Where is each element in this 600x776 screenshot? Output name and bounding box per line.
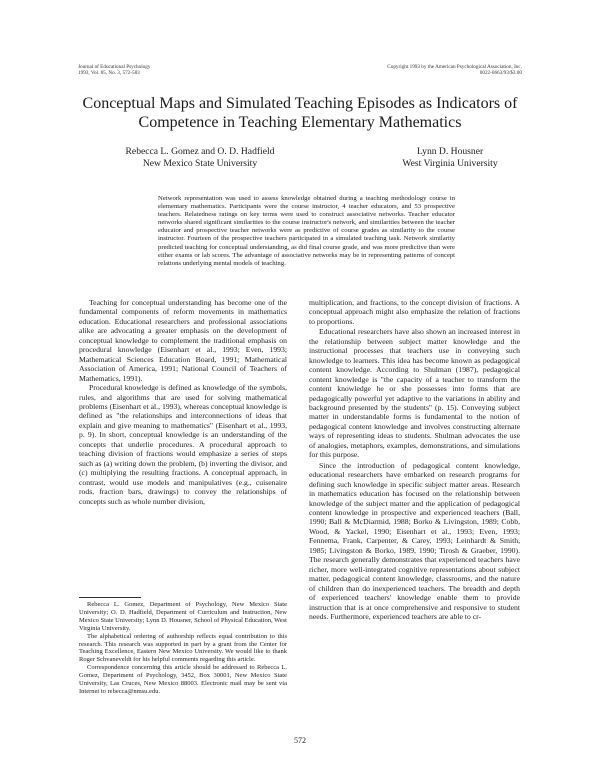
journal-header: [78, 64, 150, 77]
copyright-notice: Copyright 1993 by the American Psychological Association, Inc.: [387, 64, 522, 70]
page-number: 572: [294, 736, 306, 745]
footnote-affiliations: Rebecca L. Gomez, Department of Psychology, New Mexico State University; O. D. Hadfield, Department of Curriculum and Instruction, New Mexico State University; Lynn D. Housner, School of Physical Education, West Virginia University.: [79, 601, 287, 632]
author-affiliation: New Mexico State University: [142, 158, 258, 169]
body-paragraph: multiplication, and fractions, to the concept division of fractions. A conceptual approach might also emphasize the relation of fractions to proportions.: [309, 298, 520, 326]
journal-volume: 1993, Vol. 85, No. 3, 572-583: [78, 70, 140, 77]
footnote-acknowledgment: The alphabetical ordering of authorship reflects equal contribution to this research. This research was supported in part by a grant from the Center for Teaching Excellence, Eastern New Mexico University. We would like to thank Roger Schvaneveldt for his helpful comments regarding this article.: [79, 632, 287, 664]
paper-title: [60, 94, 540, 132]
body-column-right: [309, 298, 520, 621]
title-line-1: Conceptual Maps and Simulated Teaching Episodes as Indicators of: [82, 95, 518, 112]
footnote-divider: [79, 597, 141, 598]
author-block-left: [90, 146, 310, 170]
body-paragraph: Teaching for conceptual understanding has become one of the fundamental components of reform movements in mathematics education. Educational researchers and professional associations alike are advocating a greater emphasis on the development of conceptual knowledge to complement the traditional emphasis on procedural knowledge (Eisenhart et al., 1993; Even, 1993; Mathematical Sciences Education Board, 1991; Mathematical Association of America, 1991; National Council of Teachers of Mathematics, 1991).: [79, 298, 287, 383]
author-names: Rebecca L. Gomez and O. D. Hadfield: [125, 146, 275, 157]
body-paragraph: Educational researchers have also shown an increased interest in the relationship between subject matter knowledge and the instructional processes that teachers use in conveying such knowledge to learners. This idea has become known as pedagogical content knowledge. According to Shulman (1987), pedagogical content knowledge is "the capacity of a teacher to transform the content knowledge he or she possesses into forms that are pedagogically powerful yet adaptive to the variations in ability and background presented by the students" (p. 15). Conveying subject matter in understandable forms is fundamental to the notion of pedagogical content knowledge and involves constructing alternate ways of representing ideas to students. Shulman advocates the use of analogies, metaphors, examples, demonstrations, and simulations for this purpose.: [309, 327, 520, 460]
copyright-header: [387, 64, 522, 77]
body-column-left: [79, 298, 287, 506]
footnote-correspondence: Correspondence concerning this article should be addressed to Rebecca L. Gomez, Department of Psychology, 3452, Box 30001, New Mexico State University, Las Cruces, New Mexico 88003. Electronic mail may be sent via Internet to rebecca@nmsu.edu.: [79, 664, 287, 695]
author-block-right: [360, 146, 540, 170]
body-paragraph: Procedural knowledge is defined as knowledge of the symbols, rules, and algorithms that are used for solving mathematical problems (Eisenhart et al., 1993), whereas conceptual knowledge is defined as "the relationships and interconnections of ideas that explain and give meaning to mathematics" (Eisenhart et al., 1993, p. 9). In short, conceptual knowledge is an understanding of the concepts that underlie procedures. A procedural approach to teaching division of fractions would emphasize a series of steps such as (a) writing down the problem, (b) inverting the divisor, and (c) multiplying the resulting fractions. A conceptual approach, in contrast, would use models and manipulatives (e.g., cuisenaire rods, fraction bars, drawings) to convey the relationships of concepts such as whole number division,: [79, 383, 287, 506]
issn-code: 0022-0663/93/$3.00: [479, 70, 522, 77]
journal-name: Journal of Educational Psychology: [78, 64, 151, 70]
body-paragraph: Since the introduction of pedagogical content knowledge, educational researchers have embarked on research programs for defining such knowledge in specific subject matter areas. Research in mathematics education has focused on the relationship between knowledge of the subject matter and the application of pedagogical content knowledge in prospective and experienced teachers (Ball, 1990; Ball & McDiarmid, 1988; Borko & Livingston, 1989; Cobb, Wood, & Yackel, 1990; Eisenhart et al., 1993; Even, 1993; Fennema, Frank, Carpenter, & Carey, 1993; Leinhardt & Smith, 1985; Livingston & Borko, 1989, 1990; Tirosh & Graeber, 1990). The research generally demonstrates that experienced teachers have richer, more well-integrated cognitive representations about subject matter, pedagogical content knowledge, classrooms, and the nature of children than do inexperienced teachers. The breadth and depth of experienced teachers' knowledge enable them to provide instruction that is at once comprehensive and responsive to student needs. Furthermore, experienced teachers are able to cr-: [309, 460, 520, 621]
author-names: Lynn D. Housner: [416, 146, 484, 157]
abstract: Network representation was used to assess knowledge obtained during a teaching methodology course in elementary mathematics. Participants were the course instructor, 4 teacher educators, and 53 prospective teachers. Relatedness ratings on key terms were used to construct associative networks. Teacher educator networks shared significant similarities to the course instructor's network, and similarities between the teacher educator and prospective teacher networks were as predictive of course grades as similarity to the course instructor. Fourteen of the prospective teachers participated in a simulated teaching task. Network similarity predicted teaching for conceptual understanding, as did final course grade, and was more predictive than were either exams or lab scores. The advantage of associative networks may be in representing patterns of concept relations underlying mental models of teaching.: [158, 195, 455, 267]
title-line-2: Competence in Teaching Elementary Mathematics: [138, 114, 462, 131]
author-affiliation: West Virginia University: [402, 158, 498, 169]
author-notes: [79, 601, 287, 696]
